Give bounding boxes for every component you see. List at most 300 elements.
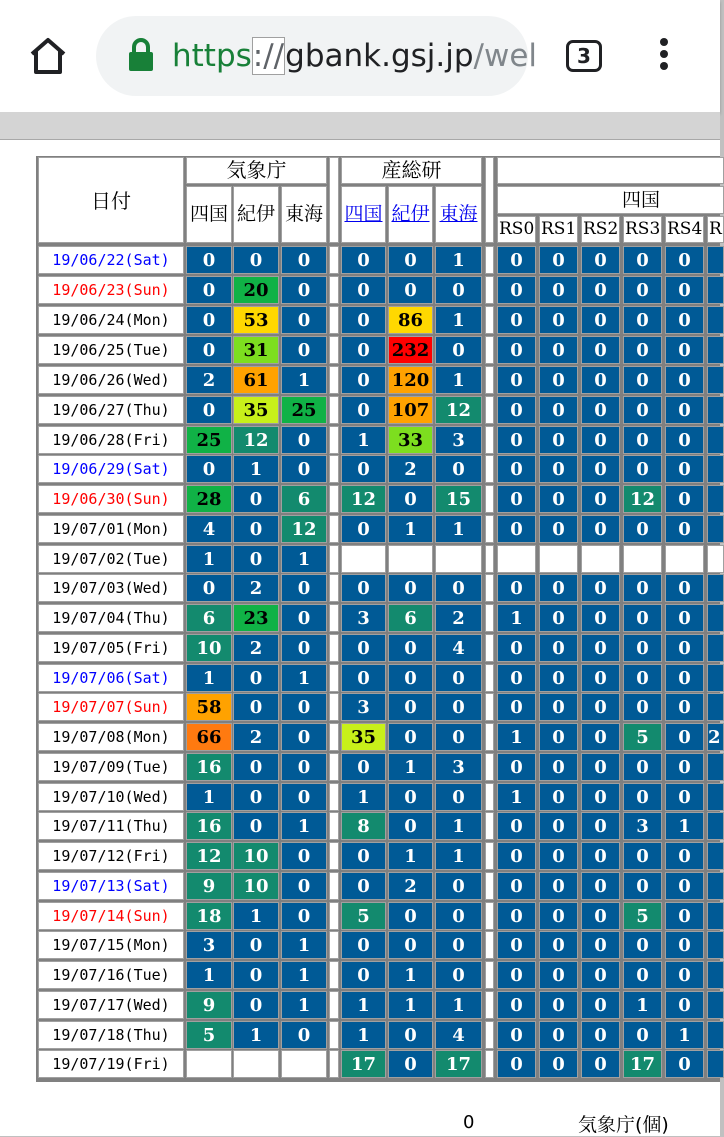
date-cell: 19/06/26(Wed) bbox=[38, 366, 184, 394]
separator-cell bbox=[329, 842, 339, 870]
jma-count-cell: 0 bbox=[281, 753, 327, 781]
aist-count-cell: 1 bbox=[341, 991, 386, 1019]
lock-icon bbox=[128, 38, 154, 72]
url-scheme: https bbox=[172, 38, 252, 74]
date-cell: 19/07/06(Sat) bbox=[38, 664, 184, 692]
rs-count-cell: 0 bbox=[665, 485, 704, 513]
rs-count-cell: 0 bbox=[539, 366, 578, 394]
aist-count-cell: 232 bbox=[388, 336, 433, 364]
jma-count-cell: 23 bbox=[233, 604, 279, 632]
rs-count-cell: 0 bbox=[623, 604, 662, 632]
jma-count-cell: 0 bbox=[281, 426, 327, 454]
rs-count-cell: 0 bbox=[539, 931, 578, 959]
separator-cell bbox=[329, 812, 339, 840]
aist-sub-header-link-2[interactable]: 東海 bbox=[435, 186, 482, 243]
rs-count-cell: 0 bbox=[623, 634, 662, 662]
rs-count-cell bbox=[707, 812, 724, 840]
rs-count-cell: 0 bbox=[539, 723, 578, 751]
jma-count-cell: 0 bbox=[281, 1021, 327, 1049]
jma-count-cell: 66 bbox=[186, 723, 232, 751]
jma-count-cell: 1 bbox=[281, 961, 327, 989]
rs-count-cell: 0 bbox=[497, 276, 536, 304]
separator-cell bbox=[329, 991, 339, 1019]
aist-count-cell: 0 bbox=[435, 783, 482, 811]
rs-count-cell: 0 bbox=[581, 842, 620, 870]
jma-count-cell: 0 bbox=[281, 306, 327, 334]
rs-count-cell: 0 bbox=[539, 872, 578, 900]
jma-count-cell: 0 bbox=[281, 574, 327, 602]
rs-count-cell bbox=[539, 545, 578, 573]
rs-count-cell: 0 bbox=[497, 366, 536, 394]
rs-count-cell: 0 bbox=[665, 574, 704, 602]
rs-count-cell: 0 bbox=[497, 693, 536, 721]
rs-count-cell bbox=[581, 545, 620, 573]
aist-count-cell: 1 bbox=[341, 1021, 386, 1049]
aist-count-cell: 1 bbox=[435, 246, 482, 274]
aist-count-cell: 1 bbox=[435, 812, 482, 840]
date-cell: 19/06/25(Tue) bbox=[38, 336, 184, 364]
rs-sub-header-4: RS4 bbox=[665, 216, 704, 243]
jma-count-cell: 4 bbox=[186, 515, 232, 543]
rs-count-cell bbox=[707, 336, 724, 364]
rs-count-cell: 0 bbox=[581, 246, 620, 274]
jma-count-cell: 0 bbox=[233, 783, 279, 811]
aist-count-cell: 0 bbox=[341, 842, 386, 870]
rs-count-cell: 0 bbox=[497, 246, 536, 274]
rs-sub-header-5: R bbox=[707, 216, 724, 243]
rs-count-cell bbox=[707, 693, 724, 721]
rs-count-cell: 0 bbox=[665, 515, 704, 543]
separator-header-1 bbox=[485, 157, 494, 243]
jma-count-cell: 0 bbox=[186, 574, 232, 602]
date-column-header: 日付 bbox=[38, 157, 184, 243]
aist-count-cell: 0 bbox=[435, 693, 482, 721]
date-cell: 19/07/02(Tue) bbox=[38, 545, 184, 573]
date-cell: 19/06/29(Sat) bbox=[38, 455, 184, 483]
more-options-icon[interactable] bbox=[652, 38, 676, 78]
jma-count-cell: 1 bbox=[281, 931, 327, 959]
jma-sub-header-2: 東海 bbox=[281, 186, 327, 243]
rs-count-cell: 0 bbox=[665, 783, 704, 811]
jma-count-cell: 0 bbox=[281, 276, 327, 304]
aist-count-cell: 12 bbox=[341, 485, 386, 513]
aist-count-cell: 0 bbox=[341, 306, 386, 334]
date-cell: 19/07/12(Fri) bbox=[38, 842, 184, 870]
separator-cell bbox=[485, 455, 494, 483]
rs-count-cell: 1 bbox=[497, 723, 536, 751]
rs-count-cell: 0 bbox=[539, 991, 578, 1019]
browser-toolbar bbox=[0, 0, 720, 112]
date-cell: 19/07/16(Tue) bbox=[38, 961, 184, 989]
rs-count-cell: 0 bbox=[497, 634, 536, 662]
jma-count-cell: 9 bbox=[186, 991, 232, 1019]
rs-count-cell: 1 bbox=[497, 783, 536, 811]
jma-count-cell: 1 bbox=[186, 961, 232, 989]
separator-cell bbox=[485, 574, 494, 602]
aist-count-cell: 1 bbox=[435, 842, 482, 870]
aist-count-cell: 0 bbox=[341, 574, 386, 602]
separator-cell bbox=[485, 753, 494, 781]
date-cell: 19/07/10(Wed) bbox=[38, 783, 184, 811]
rs-count-cell: 0 bbox=[497, 426, 536, 454]
rs-count-cell: 0 bbox=[665, 426, 704, 454]
jma-count-cell: 1 bbox=[281, 545, 327, 573]
rs-count-cell: 0 bbox=[497, 931, 536, 959]
rs-count-cell: 0 bbox=[665, 872, 704, 900]
rs-count-cell: 3 bbox=[623, 812, 662, 840]
rs-count-cell: 0 bbox=[581, 336, 620, 364]
separator-cell bbox=[485, 604, 494, 632]
separator-cell bbox=[485, 246, 494, 274]
jma-count-cell: 6 bbox=[186, 604, 232, 632]
rs-count-cell: 0 bbox=[497, 664, 536, 692]
jma-count-cell: 53 bbox=[233, 306, 279, 334]
rs-count-cell: 0 bbox=[581, 1021, 620, 1049]
rs-count-cell: 0 bbox=[665, 753, 704, 781]
separator-cell bbox=[485, 783, 494, 811]
rs-count-cell: 0 bbox=[497, 574, 536, 602]
aist-count-cell: 0 bbox=[435, 276, 482, 304]
jma-count-cell bbox=[186, 1050, 232, 1078]
rs-count-cell: 0 bbox=[581, 902, 620, 930]
url-host: gbank.gsj.jp bbox=[285, 38, 474, 74]
rs-count-cell bbox=[707, 306, 724, 334]
rs-count-cell: 0 bbox=[665, 902, 704, 930]
jma-count-cell: 0 bbox=[233, 693, 279, 721]
aist-count-cell: 0 bbox=[388, 783, 433, 811]
separator-cell bbox=[329, 1021, 339, 1049]
date-cell: 19/07/04(Thu) bbox=[38, 604, 184, 632]
aist-sub-header-link-0[interactable]: 四国 bbox=[341, 186, 386, 243]
jma-count-cell: 1 bbox=[186, 545, 232, 573]
separator-cell bbox=[329, 783, 339, 811]
rs-count-cell bbox=[707, 991, 724, 1019]
rs-count-cell: 0 bbox=[665, 991, 704, 1019]
jma-count-cell: 10 bbox=[186, 634, 232, 662]
jma-count-cell: 0 bbox=[186, 396, 232, 424]
jma-sub-header-1: 紀伊 bbox=[233, 186, 279, 243]
jma-count-cell: 25 bbox=[186, 426, 232, 454]
rs-count-cell: 0 bbox=[581, 306, 620, 334]
rs-count-cell bbox=[707, 604, 724, 632]
jma-count-cell: 10 bbox=[233, 872, 279, 900]
jma-count-cell: 28 bbox=[186, 485, 232, 513]
separator-cell bbox=[329, 246, 339, 274]
rs-count-cell: 0 bbox=[539, 396, 578, 424]
aist-count-cell: 1 bbox=[435, 991, 482, 1019]
separator-cell bbox=[329, 961, 339, 989]
date-cell: 19/07/03(Wed) bbox=[38, 574, 184, 602]
rs-count-cell: 0 bbox=[581, 485, 620, 513]
rs-count-cell bbox=[707, 1050, 724, 1078]
rs-count-cell bbox=[707, 455, 724, 483]
rs-count-cell: 0 bbox=[581, 783, 620, 811]
page-top-strip bbox=[0, 112, 720, 140]
rs-count-cell: 0 bbox=[497, 753, 536, 781]
jma-count-cell: 0 bbox=[281, 842, 327, 870]
separator-cell bbox=[485, 634, 494, 662]
jma-count-cell: 2 bbox=[186, 366, 232, 394]
jma-count-cell: 0 bbox=[233, 246, 279, 274]
rs-count-cell: 0 bbox=[623, 276, 662, 304]
aist-count-cell: 1 bbox=[435, 366, 482, 394]
date-cell: 19/06/28(Fri) bbox=[38, 426, 184, 454]
rs-count-cell bbox=[707, 396, 724, 424]
jma-count-cell: 0 bbox=[186, 246, 232, 274]
rs-count-cell: 0 bbox=[539, 246, 578, 274]
rs-count-cell bbox=[497, 545, 536, 573]
jma-count-cell: 0 bbox=[281, 634, 327, 662]
rs-count-cell: 0 bbox=[539, 842, 578, 870]
aist-count-cell bbox=[388, 545, 433, 573]
rs-count-cell: 0 bbox=[623, 842, 662, 870]
rs-count-cell: 0 bbox=[539, 574, 578, 602]
rs-count-cell bbox=[707, 872, 724, 900]
rs-count-cell: 0 bbox=[539, 455, 578, 483]
aist-count-cell: 86 bbox=[388, 306, 433, 334]
aist-count-cell: 3 bbox=[435, 426, 482, 454]
separator-cell bbox=[329, 604, 339, 632]
jma-count-cell: 35 bbox=[233, 396, 279, 424]
separator-cell bbox=[485, 693, 494, 721]
jma-count-cell: 0 bbox=[233, 961, 279, 989]
jma-count-cell: 1 bbox=[186, 783, 232, 811]
jma-count-cell: 0 bbox=[233, 545, 279, 573]
aist-count-cell: 0 bbox=[435, 574, 482, 602]
jma-count-cell bbox=[281, 1050, 327, 1078]
aist-count-cell: 0 bbox=[341, 872, 386, 900]
jma-count-cell: 10 bbox=[233, 842, 279, 870]
aist-count-cell: 1 bbox=[388, 991, 433, 1019]
jma-count-cell: 1 bbox=[186, 664, 232, 692]
rs-count-cell: 0 bbox=[665, 664, 704, 692]
date-cell: 19/07/17(Wed) bbox=[38, 991, 184, 1019]
rs-count-cell: 0 bbox=[539, 693, 578, 721]
date-cell: 19/07/07(Sun) bbox=[38, 693, 184, 721]
date-cell: 19/07/19(Fri) bbox=[38, 1050, 184, 1078]
aist-count-cell: 1 bbox=[388, 961, 433, 989]
rs-count-cell: 0 bbox=[539, 664, 578, 692]
jma-count-cell: 5 bbox=[186, 1021, 232, 1049]
rs-count-cell: 0 bbox=[623, 336, 662, 364]
separator-cell bbox=[485, 872, 494, 900]
jma-count-cell: 3 bbox=[186, 931, 232, 959]
jma-sub-header-0: 四国 bbox=[186, 186, 232, 243]
aist-count-cell: 0 bbox=[341, 961, 386, 989]
jma-count-cell: 6 bbox=[281, 485, 327, 513]
separator-cell bbox=[485, 842, 494, 870]
rs-count-cell: 0 bbox=[665, 455, 704, 483]
rs-count-cell bbox=[707, 753, 724, 781]
aist-count-cell: 0 bbox=[341, 455, 386, 483]
separator-cell bbox=[485, 336, 494, 364]
rs-count-cell: 0 bbox=[539, 306, 578, 334]
rs-count-cell: 1 bbox=[665, 812, 704, 840]
date-cell: 19/07/05(Fri) bbox=[38, 634, 184, 662]
aist-count-cell: 0 bbox=[388, 723, 433, 751]
jma-count-cell: 12 bbox=[233, 426, 279, 454]
aist-count-cell: 3 bbox=[341, 604, 386, 632]
aist-count-cell: 0 bbox=[388, 485, 433, 513]
jma-count-cell: 0 bbox=[233, 664, 279, 692]
rs-count-cell: 0 bbox=[623, 753, 662, 781]
rs-count-cell: 0 bbox=[581, 455, 620, 483]
jma-count-cell: 25 bbox=[281, 396, 327, 424]
jma-count-cell: 16 bbox=[186, 812, 232, 840]
aist-count-cell: 2 bbox=[435, 604, 482, 632]
separator-cell bbox=[329, 396, 339, 424]
tab-switcher-button[interactable]: 3 bbox=[566, 40, 602, 72]
jma-count-cell: 1 bbox=[233, 455, 279, 483]
jma-count-cell: 0 bbox=[186, 336, 232, 364]
separator-cell bbox=[485, 545, 494, 573]
group-header-aist: 産総研 bbox=[341, 157, 482, 184]
jma-count-cell: 9 bbox=[186, 872, 232, 900]
jma-count-cell: 2 bbox=[233, 574, 279, 602]
rs-count-cell: 0 bbox=[665, 246, 704, 274]
rs-count-cell: 1 bbox=[623, 991, 662, 1019]
rs-count-cell: 0 bbox=[581, 366, 620, 394]
rs-count-cell: 0 bbox=[623, 783, 662, 811]
separator-cell bbox=[329, 723, 339, 751]
axis-title: 気象庁(個) bbox=[578, 1114, 669, 1136]
separator-cell bbox=[329, 1050, 339, 1078]
rs-count-cell: 0 bbox=[581, 634, 620, 662]
separator-cell bbox=[329, 872, 339, 900]
rs-count-cell: 0 bbox=[665, 604, 704, 632]
rs-count-cell: 0 bbox=[581, 961, 620, 989]
rs-count-cell: 0 bbox=[539, 753, 578, 781]
separator-cell bbox=[329, 664, 339, 692]
jma-count-cell: 0 bbox=[233, 812, 279, 840]
jma-count-cell: 0 bbox=[186, 455, 232, 483]
rs-count-cell: 0 bbox=[623, 426, 662, 454]
aist-count-cell: 3 bbox=[435, 753, 482, 781]
separator-cell bbox=[485, 961, 494, 989]
jma-count-cell: 0 bbox=[281, 246, 327, 274]
jma-count-cell: 1 bbox=[281, 366, 327, 394]
rs-count-cell bbox=[707, 574, 724, 602]
aist-sub-header-link-1[interactable]: 紀伊 bbox=[388, 186, 433, 243]
rs-count-cell: 0 bbox=[581, 723, 620, 751]
rs-count-cell: 0 bbox=[497, 991, 536, 1019]
rs-count-cell: 0 bbox=[665, 961, 704, 989]
rs-count-cell: 0 bbox=[665, 366, 704, 394]
aist-count-cell: 1 bbox=[388, 515, 433, 543]
jma-count-cell: 0 bbox=[281, 604, 327, 632]
aist-count-cell: 0 bbox=[341, 931, 386, 959]
aist-count-cell: 0 bbox=[388, 634, 433, 662]
jma-count-cell: 16 bbox=[186, 753, 232, 781]
aist-count-cell: 1 bbox=[435, 306, 482, 334]
aist-count-cell: 0 bbox=[435, 664, 482, 692]
url-path: /wel bbox=[473, 38, 538, 74]
jma-count-cell: 1 bbox=[281, 812, 327, 840]
rs-count-cell bbox=[707, 426, 724, 454]
rs-count-cell: 0 bbox=[539, 604, 578, 632]
rs-count-cell bbox=[707, 246, 724, 274]
jma-count-cell: 31 bbox=[233, 336, 279, 364]
rs-count-cell: 0 bbox=[665, 306, 704, 334]
rs-count-cell: 0 bbox=[539, 902, 578, 930]
jma-count-cell: 0 bbox=[281, 455, 327, 483]
url-text[interactable] bbox=[172, 34, 538, 78]
date-cell: 19/07/09(Tue) bbox=[38, 753, 184, 781]
rs-count-cell: 0 bbox=[539, 783, 578, 811]
separator-cell bbox=[329, 515, 339, 543]
jma-count-cell: 2 bbox=[233, 723, 279, 751]
rs-count-cell bbox=[707, 664, 724, 692]
jma-count-cell: 2 bbox=[233, 634, 279, 662]
group-header-jma: 気象庁 bbox=[186, 157, 327, 184]
separator-cell bbox=[485, 396, 494, 424]
jma-count-cell: 0 bbox=[281, 693, 327, 721]
rs-count-cell bbox=[707, 842, 724, 870]
jma-count-cell: 0 bbox=[281, 902, 327, 930]
rs-count-cell: 12 bbox=[623, 485, 662, 513]
aist-count-cell: 0 bbox=[435, 723, 482, 751]
rs-sub-header-1: RS1 bbox=[539, 216, 578, 243]
rs-count-cell bbox=[707, 1021, 724, 1049]
separator-cell bbox=[485, 276, 494, 304]
aist-count-cell: 1 bbox=[388, 842, 433, 870]
rs-count-cell: 0 bbox=[539, 515, 578, 543]
separator-cell bbox=[329, 336, 339, 364]
rs-count-cell: 0 bbox=[623, 515, 662, 543]
aist-count-cell: 33 bbox=[388, 426, 433, 454]
rs-count-cell bbox=[707, 545, 724, 573]
aist-count-cell: 0 bbox=[341, 664, 386, 692]
home-icon[interactable] bbox=[24, 32, 72, 80]
jma-count-cell: 0 bbox=[186, 276, 232, 304]
separator-cell bbox=[485, 1021, 494, 1049]
separator-cell bbox=[329, 485, 339, 513]
rs-count-cell: 0 bbox=[623, 872, 662, 900]
rs-count-cell: 0 bbox=[665, 842, 704, 870]
rs-count-cell: 0 bbox=[539, 336, 578, 364]
aist-count-cell: 0 bbox=[388, 664, 433, 692]
rs-count-cell: 0 bbox=[539, 276, 578, 304]
aist-count-cell: 0 bbox=[388, 1050, 433, 1078]
aist-count-cell: 0 bbox=[341, 515, 386, 543]
rs-count-cell: 0 bbox=[539, 426, 578, 454]
aist-count-cell: 15 bbox=[435, 485, 482, 513]
rs-count-cell: 0 bbox=[581, 753, 620, 781]
separator-cell bbox=[485, 366, 494, 394]
rs-count-cell: 0 bbox=[497, 1050, 536, 1078]
jma-count-cell: 58 bbox=[186, 693, 232, 721]
rs-count-cell bbox=[707, 634, 724, 662]
jma-count-cell: 0 bbox=[186, 306, 232, 334]
aist-count-cell: 0 bbox=[435, 872, 482, 900]
rs-count-cell bbox=[665, 545, 704, 573]
rs-count-cell: 0 bbox=[497, 872, 536, 900]
aist-count-cell: 0 bbox=[435, 961, 482, 989]
separator-cell bbox=[329, 545, 339, 573]
separator-cell bbox=[329, 426, 339, 454]
rs-count-cell: 0 bbox=[623, 306, 662, 334]
rs-count-cell: 0 bbox=[665, 1050, 704, 1078]
rs-count-cell: 0 bbox=[497, 842, 536, 870]
rs-count-cell bbox=[707, 783, 724, 811]
jma-count-cell: 1 bbox=[281, 664, 327, 692]
rs-count-cell: 5 bbox=[623, 723, 662, 751]
rs-count-cell bbox=[707, 366, 724, 394]
rs-count-cell: 0 bbox=[581, 693, 620, 721]
rs-count-cell: 0 bbox=[581, 396, 620, 424]
rs-count-cell: 0 bbox=[581, 574, 620, 602]
aist-count-cell: 0 bbox=[388, 276, 433, 304]
